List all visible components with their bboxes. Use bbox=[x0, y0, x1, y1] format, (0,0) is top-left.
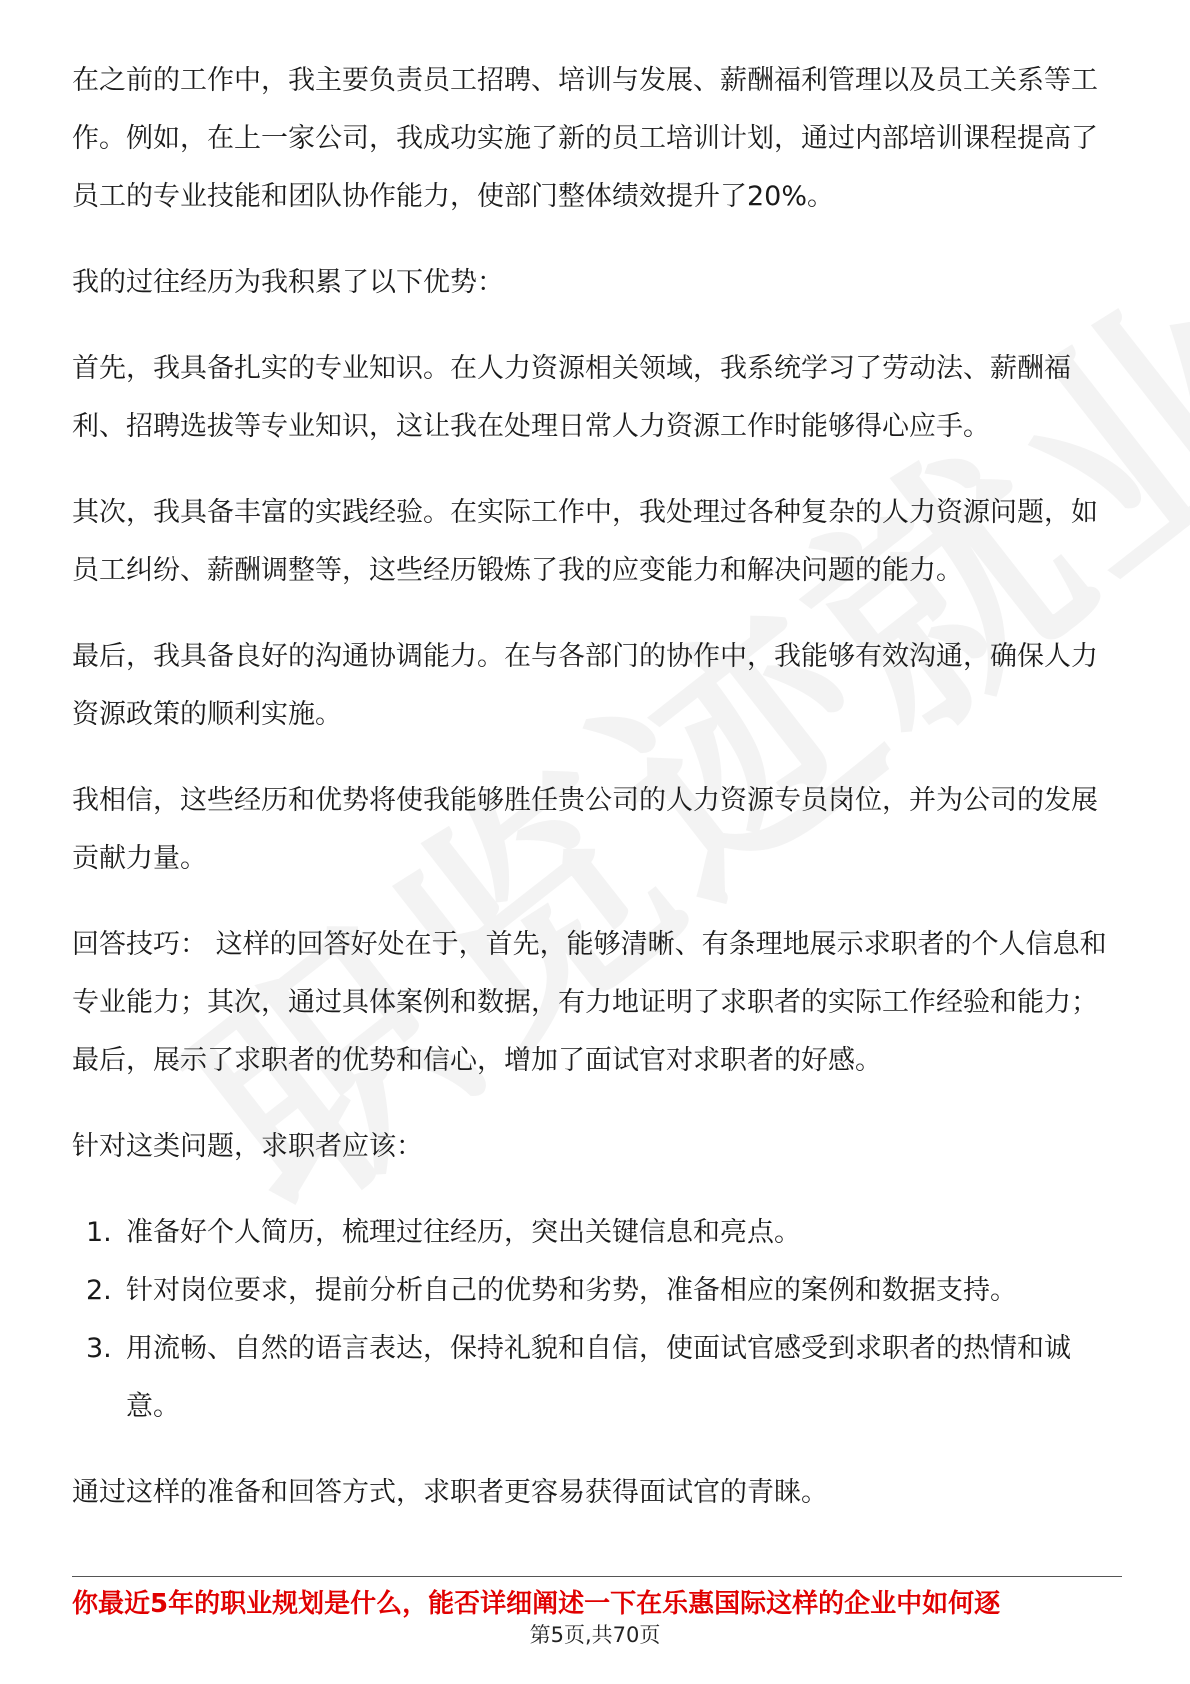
paragraph-practical-experience: 其次，我具备丰富的实践经验。在实际工作中，我处理过各种复杂的人力资源问题，如员工纠纷、薪酬调整等，这些经历锻炼了我的应变能力和解决问题的能力。 bbox=[72, 497, 1098, 586]
paragraph-work-experience: 在之前的工作中，我主要负责员工招聘、培训与发展、薪酬福利管理以及员工关系等工作。例如，在上一家公司，我成功实施了新的员工培训计划，通过内部培训课程提高了员工的专业技能和团队协作能力，使部门整体绩效提升了20%。 bbox=[72, 65, 1098, 212]
paragraph-advantages-intro: 我的过往经历为我积累了以下优势： bbox=[72, 267, 504, 298]
list-item-text: 用流畅、自然的语言表达，保持礼貌和自信，使面试官感受到求职者的热情和诚意。 bbox=[126, 1333, 1071, 1422]
paragraph-conclusion: 我相信，这些经历和优势将使我能够胜任贵公司的人力资源专员岗位，并为公司的发展贡献力量。 bbox=[72, 785, 1098, 874]
page-number: 第5页,共70页 bbox=[529, 1623, 661, 1647]
list-item-number: 2. bbox=[86, 1275, 112, 1306]
advice-list bbox=[72, 1204, 1122, 1436]
footer-divider bbox=[72, 1576, 1122, 1577]
list-item-text: 针对岗位要求，提前分析自己的优势和劣势，准备相应的案例和数据支持。 bbox=[126, 1275, 1017, 1306]
paragraph-communication: 最后，我具备良好的沟通协调能力。在与各部门的协作中，我能够有效沟通，确保人力资源政策的顺利实施。 bbox=[72, 641, 1098, 730]
list-item-text: 准备好个人简历，梳理过往经历，突出关键信息和亮点。 bbox=[126, 1217, 801, 1248]
next-question-heading: 你最近5年的职业规划是什么，能否详细阐述一下在乐惠国际这样的企业中如何逐 bbox=[72, 1589, 1001, 1619]
list-item-number: 1. bbox=[86, 1217, 112, 1248]
paragraph-closing: 通过这样的准备和回答方式，求职者更容易获得面试官的青睐。 bbox=[72, 1477, 828, 1508]
paragraph-advice-intro: 针对这类问题，求职者应该： bbox=[72, 1131, 423, 1162]
paragraph-answer-tips: 回答技巧： 这样的回答好处在于，首先，能够清晰、有条理地展示求职者的个人信息和专业能力；其次，通过具体案例和数据，有力地证明了求职者的实际工作经验和能力；最后，展示了求职者的优势和信心，增加了面试官对求职者的好感。 bbox=[72, 929, 1107, 1076]
list-item bbox=[72, 1204, 1122, 1262]
list-item-number: 3. bbox=[86, 1333, 112, 1364]
document-body bbox=[72, 52, 1122, 1550]
list-item bbox=[72, 1320, 1122, 1436]
list-item bbox=[72, 1262, 1122, 1320]
paragraph-professional-knowledge: 首先，我具备扎实的专业知识。在人力资源相关领域，我系统学习了劳动法、薪酬福利、招聘选拔等专业知识，这让我在处理日常人力资源工作时能够得心应手。 bbox=[72, 353, 1071, 442]
